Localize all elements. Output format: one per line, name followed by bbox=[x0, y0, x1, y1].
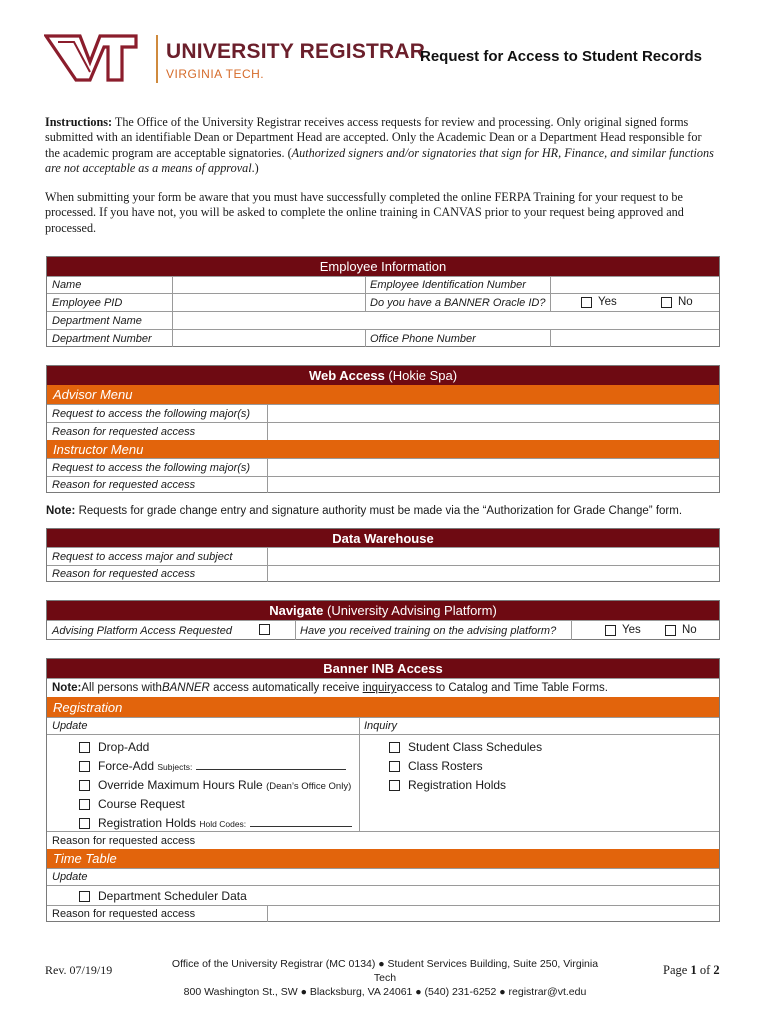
course-request-label: Course Request bbox=[98, 797, 185, 811]
course-request-option[interactable] bbox=[79, 797, 185, 811]
advisor-majors-label: Request to access the following major(s) bbox=[52, 407, 251, 420]
banner-note-text-a: All persons with bbox=[81, 682, 162, 694]
page-of: of bbox=[696, 963, 714, 977]
class-schedules-label: Student Class Schedules bbox=[408, 740, 543, 754]
class-schedules-option[interactable] bbox=[389, 740, 542, 754]
instructions-italic: Authorized signers and/or signatories that sign for HR, Finance, and similar functions are not acceptable as a means of approval bbox=[45, 145, 714, 175]
eid-field[interactable] bbox=[551, 278, 719, 292]
override-hours-option[interactable] bbox=[79, 778, 351, 792]
instructor-majors-field[interactable] bbox=[268, 460, 719, 475]
navigate-heading-bold: Navigate bbox=[269, 603, 324, 618]
dept-scheduler-row bbox=[47, 885, 719, 905]
reg-holds-text: Registration Holds bbox=[98, 816, 197, 830]
note-text: Requests for grade change entry and signature authority must be made via the “Authorization for Grade Change” form. bbox=[75, 505, 683, 517]
reg-holds-update-label bbox=[98, 816, 352, 830]
registrar-title: UNIVERSITY REGISTRAR bbox=[166, 40, 426, 63]
training-no-checkbox[interactable] bbox=[665, 625, 676, 636]
drop-add-checkbox[interactable] bbox=[79, 742, 90, 753]
web-access-heading-bold: Web Access bbox=[308, 368, 385, 383]
navigate-heading-rest: (University Advising Platform) bbox=[323, 603, 497, 618]
training-yes-checkbox[interactable] bbox=[605, 625, 616, 636]
banner-id-no-checkbox[interactable] bbox=[661, 297, 672, 308]
dept-scheduler-option[interactable] bbox=[79, 889, 247, 903]
dept-name-label: Department Name bbox=[52, 314, 142, 327]
dw-reason-field[interactable] bbox=[268, 567, 719, 581]
class-schedules-checkbox[interactable] bbox=[389, 742, 400, 753]
page-total: 2 bbox=[713, 963, 720, 977]
dept-scheduler-checkbox[interactable] bbox=[79, 891, 90, 902]
time-table-update-row bbox=[47, 868, 719, 885]
instructor-majors-label: Request to access the following major(s) bbox=[52, 461, 251, 474]
update-label: Update bbox=[52, 720, 88, 732]
form-title: Request for Access to Student Records bbox=[419, 48, 702, 65]
training-yes-option[interactable] bbox=[605, 624, 641, 636]
force-add-text: Force-Add bbox=[98, 759, 155, 773]
tt-update-label: Update bbox=[52, 871, 88, 883]
employee-row-4 bbox=[47, 329, 719, 347]
instructions-label: Instructions: bbox=[45, 115, 113, 129]
registration-reason-row bbox=[47, 831, 719, 849]
registration-heading: Registration bbox=[47, 697, 719, 717]
web-access-table bbox=[46, 365, 720, 493]
advisor-majors-row bbox=[47, 404, 719, 422]
instructions-text: The Office of the University Registrar receives access requests for review and processing. Only original signed forms submitted with an identifiable Dean or Department Head are accepted. Only the Academic Dean or a Department Head responsible for the academic program are acceptable signatories. ( bbox=[45, 115, 702, 160]
employee-row-2 bbox=[47, 293, 719, 311]
dept-name-field[interactable] bbox=[173, 313, 719, 328]
dw-major-field[interactable] bbox=[268, 549, 719, 564]
hold-codes-blank[interactable] bbox=[250, 817, 352, 827]
divider bbox=[359, 735, 360, 831]
address-line-1: Office of the University Registrar (MC 0134) ● Student Services Building, Suite 250, Virginia Tech bbox=[171, 958, 599, 984]
tt-reason-field[interactable] bbox=[268, 907, 719, 921]
class-rosters-checkbox[interactable] bbox=[389, 761, 400, 772]
divider bbox=[571, 621, 572, 640]
banner-id-yes-checkbox[interactable] bbox=[581, 297, 592, 308]
grade-change-note bbox=[46, 505, 682, 517]
tt-reason-row bbox=[47, 905, 719, 922]
advising-access-label: Advising Platform Access Requested bbox=[52, 624, 232, 637]
dept-number-label: Department Number bbox=[52, 332, 152, 345]
revision-date: Rev. 07/19/19 bbox=[45, 963, 113, 977]
employee-info-table bbox=[46, 256, 720, 347]
instructor-reason-field[interactable] bbox=[268, 478, 719, 492]
banner-note bbox=[47, 679, 719, 697]
override-hours-checkbox[interactable] bbox=[79, 780, 90, 791]
name-field[interactable] bbox=[173, 278, 365, 292]
office-phone-label: Office Phone Number bbox=[370, 332, 476, 345]
advising-access-checkbox[interactable] bbox=[259, 624, 270, 635]
hold-codes-label: Hold Codes: bbox=[199, 819, 247, 829]
name-label: Name bbox=[52, 279, 82, 291]
data-warehouse-table bbox=[46, 528, 720, 582]
advisor-reason-row bbox=[47, 422, 719, 440]
dw-reason-row bbox=[47, 565, 719, 582]
pid-label: Employee PID bbox=[52, 296, 123, 309]
address-line-2: 800 Washington St., SW ● Blacksburg, VA 24061 ● (540) 231-6252 ● registrar@vt.edu bbox=[183, 986, 587, 998]
banner-note-text-b: access automatically receive bbox=[213, 682, 360, 694]
employee-row-1 bbox=[47, 276, 719, 293]
override-hours-label bbox=[98, 778, 351, 792]
yes-label: Yes bbox=[622, 624, 641, 636]
override-text: Override Maximum Hours Rule bbox=[98, 778, 263, 792]
dw-major-label: Request to access major and subject bbox=[52, 550, 233, 563]
navigate-heading bbox=[47, 601, 719, 620]
force-add-label bbox=[98, 759, 346, 773]
instructor-reason-label: Reason for requested access bbox=[52, 479, 196, 491]
class-rosters-option[interactable] bbox=[389, 759, 483, 773]
vt-logo bbox=[44, 32, 148, 84]
instructions-text-end: .) bbox=[251, 160, 259, 175]
page-prefix: Page bbox=[663, 963, 691, 977]
navigate-row bbox=[47, 620, 719, 640]
reg-holds-inquiry-label: Registration Holds bbox=[408, 778, 507, 792]
web-access-heading bbox=[47, 366, 719, 385]
reg-holds-update-option[interactable] bbox=[79, 816, 352, 830]
banner-note-inquiry: inquiry bbox=[362, 682, 397, 694]
instructions-paragraph bbox=[45, 115, 717, 176]
dept-scheduler-label: Department Scheduler Data bbox=[98, 889, 247, 903]
reg-holds-inquiry-option[interactable] bbox=[389, 778, 506, 792]
advisor-reason-label: Reason for requested access bbox=[52, 425, 196, 438]
dept-number-field[interactable] bbox=[173, 331, 365, 346]
subjects-label: Subjects: bbox=[157, 762, 193, 772]
reg-holds-update-checkbox[interactable] bbox=[79, 818, 90, 829]
banner-inb-table bbox=[46, 658, 720, 922]
training-no-option[interactable] bbox=[665, 624, 697, 636]
page-number bbox=[663, 963, 720, 978]
drop-add-label: Drop-Add bbox=[98, 740, 150, 754]
advising-access-option[interactable] bbox=[259, 624, 270, 635]
force-add-option[interactable] bbox=[79, 759, 346, 773]
logo-divider bbox=[156, 35, 158, 83]
banner-note-banner: BANNER bbox=[161, 682, 210, 694]
registration-options-row bbox=[47, 734, 719, 831]
no-label: No bbox=[678, 296, 693, 308]
update-inquiry-header-row bbox=[47, 717, 719, 734]
dw-reason-label: Reason for requested access bbox=[52, 568, 196, 580]
registrar-subtitle: VIRGINIA TECH. bbox=[166, 67, 265, 81]
instructor-majors-row bbox=[47, 458, 719, 476]
banner-id-question: Do you have a BANNER Oracle ID? bbox=[370, 296, 546, 309]
office-address bbox=[160, 957, 610, 999]
override-note: (Dean’s Office Only) bbox=[266, 781, 352, 792]
data-warehouse-heading bbox=[47, 529, 719, 547]
force-add-checkbox[interactable] bbox=[79, 761, 90, 772]
inquiry-label: Inquiry bbox=[364, 720, 398, 732]
no-label: No bbox=[682, 624, 697, 636]
ferpa-paragraph: When submitting your form be aware that you must have successfully completed the online FERPA Training for your request to be processed. If you have not, you will be asked to complete the online training in CANVAS prior to your request being approved and processed. bbox=[45, 190, 684, 235]
divider bbox=[550, 294, 551, 311]
pid-field[interactable] bbox=[173, 295, 365, 310]
data-warehouse-heading-text: Data Warehouse bbox=[332, 531, 434, 546]
yes-label: Yes bbox=[598, 296, 617, 308]
navigate-table bbox=[46, 600, 720, 640]
banner-id-yes-option[interactable] bbox=[581, 296, 617, 308]
advisor-menu-heading: Advisor Menu bbox=[47, 385, 719, 404]
class-rosters-label: Class Rosters bbox=[408, 759, 483, 773]
instructor-reason-row bbox=[47, 476, 719, 493]
reg-holds-inquiry-checkbox[interactable] bbox=[389, 780, 400, 791]
office-phone-field[interactable] bbox=[551, 331, 719, 346]
note-label: Note: bbox=[46, 505, 76, 517]
banner-note-label: Note: bbox=[52, 682, 82, 694]
employee-row-3 bbox=[47, 311, 719, 329]
instructor-menu-heading: Instructor Menu bbox=[47, 440, 719, 458]
eid-label: Employee Identification Number bbox=[370, 279, 526, 291]
employee-info-heading: Employee Information bbox=[47, 257, 719, 276]
drop-add-option[interactable] bbox=[79, 740, 149, 754]
registration-reason-label: Reason for requested access bbox=[52, 834, 196, 847]
banner-note-row bbox=[47, 678, 719, 697]
banner-inb-heading bbox=[47, 659, 719, 678]
subjects-blank[interactable] bbox=[196, 760, 346, 770]
advisor-majors-field[interactable] bbox=[268, 406, 719, 421]
banner-id-no-option[interactable] bbox=[661, 296, 693, 308]
advisor-reason-field[interactable] bbox=[268, 424, 719, 439]
dw-major-row bbox=[47, 547, 719, 565]
training-question: Have you received training on the advising platform? bbox=[300, 624, 557, 637]
time-table-heading: Time Table bbox=[47, 849, 719, 868]
page-current: 1 bbox=[690, 963, 697, 977]
web-access-heading-rest: (Hokie Spa) bbox=[384, 368, 458, 383]
course-request-checkbox[interactable] bbox=[79, 799, 90, 810]
banner-note-text-c: access to Catalog and Time Table Forms. bbox=[396, 682, 608, 694]
tt-reason-label: Reason for requested access bbox=[52, 908, 196, 920]
banner-inb-heading-text: Banner INB Access bbox=[323, 661, 443, 676]
